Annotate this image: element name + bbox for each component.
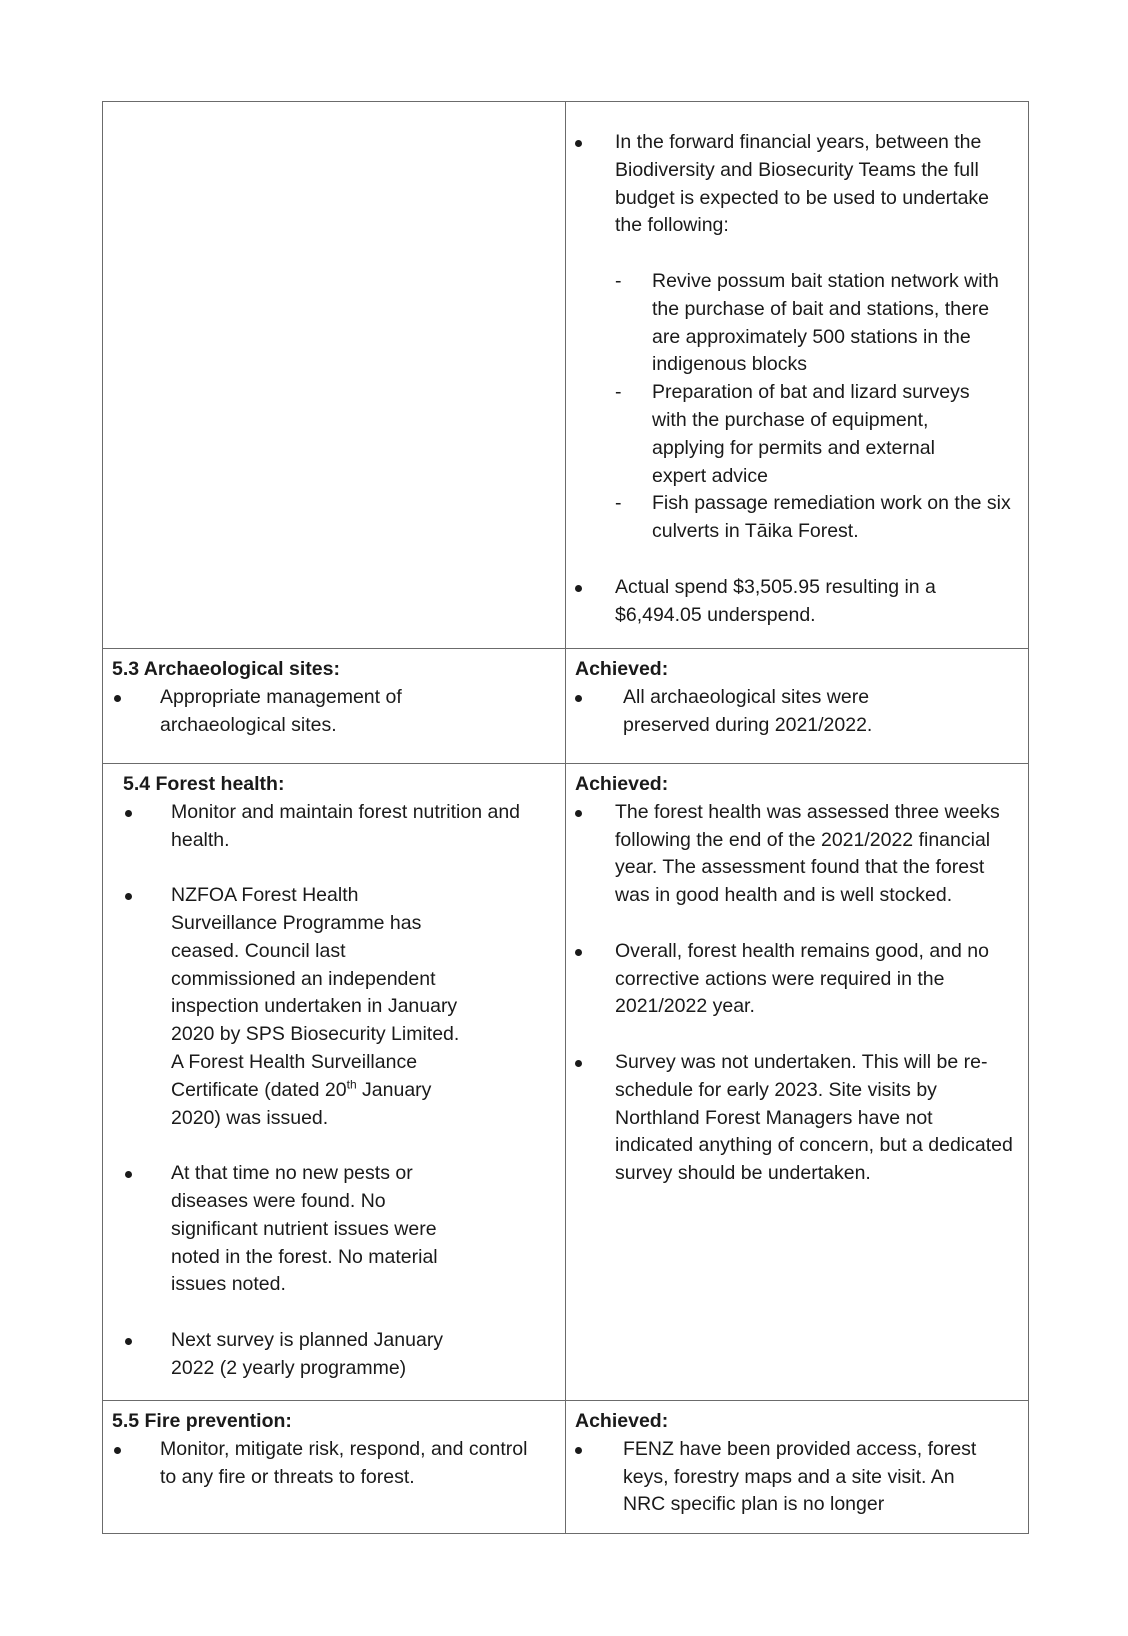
bullet-icon [575,695,582,702]
row-divider-1 [102,648,1029,649]
bullet-item [575,1049,1021,1188]
bullet-icon [575,1060,582,1067]
bullet-text: The forest health was assessed three weeks following the end of the 2021/2022 financial year. The assessment found that the forest was in good health and is well stocked. [615,800,1000,907]
dash-text: Preparation of bat and lizard surveys with the purchase of equipment, applying for permits and external expert advice [652,381,970,487]
column-divider [565,101,566,1534]
bullet-item [575,1436,1021,1519]
dash-item [575,379,1021,490]
row4-right-cell [575,1408,1021,1532]
bullet-icon [125,1171,132,1178]
bullet-icon [114,1447,121,1454]
bullet-text: At that time no new pests or diseases were found. No significant nutrient issues were noted in the forest. No material issues noted. [171,1162,438,1296]
bullet-icon [575,1447,582,1454]
date-suffix: th [346,1077,357,1092]
status-heading: Achieved: [575,1410,669,1432]
section-heading: 5.4 Forest health: [123,773,285,795]
section-heading: 5.5 Fire prevention: [112,1410,292,1432]
bullet-text: Actual spend $3,505.95 resulting in a $6,494.05 underspend. [615,575,936,626]
row3-right-cell [575,771,1021,1188]
status-heading: Achieved: [575,658,669,680]
bullet-icon [125,810,132,817]
bullet-icon [575,585,582,592]
row-divider-3 [102,1400,1029,1401]
dash-marker: - [615,381,622,404]
bullet-text: FENZ have been provided access, forest keys, forestry maps and a site visit. An NRC specific plan is no longer [623,1437,977,1516]
bullet-item [575,938,1021,1021]
bullet-item [112,882,558,1132]
row2-left-cell [112,656,558,739]
bullet-item [575,684,1021,740]
bullet-item [112,1436,558,1492]
bullet-text [171,882,461,1132]
bullet-item [112,799,558,855]
bullet-text-part: January 2020) was issued. [171,1078,432,1129]
bullet-item [112,684,558,740]
bullet-text: Monitor and maintain forest nutrition and health. [171,800,521,851]
bullet-icon [125,893,132,900]
bullet-text: All archaeological sites were preserved during 2021/2022. [623,685,873,736]
row4-left-cell [112,1408,558,1491]
dash-item [575,490,1021,546]
bullet-text: Overall, forest health remains good, and no corrective actions were required in the 2021/2022 year. [615,939,989,1018]
date-day: 20 [324,1078,347,1101]
bullet-item [575,799,1021,910]
bullet-icon [114,695,121,702]
bullet-item [112,1327,558,1383]
bullet-icon [575,810,582,817]
bullet-text: Next survey is planned January 2022 (2 yearly programme) [171,1328,444,1379]
dash-marker: - [615,492,622,515]
row2-right-cell [575,656,1021,739]
bullet-text: Appropriate management of archaeological sites. [160,685,402,736]
bullet-item [112,1160,558,1299]
bullet-icon [575,949,582,956]
bullet-item [575,129,1021,240]
row1-right-cell [575,129,1021,629]
row3-left-cell [112,771,558,1383]
bullet-text: In the forward financial years, between the Biodiversity and Biosecurity Teams the full budget is expected to be used to undertake the following: [615,131,990,237]
bullet-text: Monitor, mitigate risk, respond, and control to any fire or threats to forest. [160,1437,528,1488]
dash-text: Revive possum bait station network with the purchase of bait and stations, there are approximately 500 stations in the indigenous blocks [652,269,999,376]
dash-text: Fish passage remediation work on the six culverts in Tāika Forest. [652,492,1011,543]
bullet-icon [575,140,582,147]
bullet-text-part: NZFOA Forest Health Surveillance Programme has ceased. Council last commissioned an independent inspection undertaken in January 2020 by SPS Biosecurity Limited. A Forest Health Surveillance Certificate (dated [171,884,460,1101]
bullet-item [575,574,1021,630]
bullet-icon [125,1338,132,1345]
dash-item [575,268,1021,379]
section-heading: 5.3 Archaeological sites: [112,658,340,680]
dash-marker: - [615,269,622,292]
status-heading: Achieved: [575,773,669,795]
row-divider-2 [102,763,1029,764]
bullet-text: Survey was not undertaken. This will be re-schedule for early 2023. Site visits by Northland Forest Managers have not indicated anything of concern, but a dedicated survey should be undertaken. [615,1050,1013,1185]
